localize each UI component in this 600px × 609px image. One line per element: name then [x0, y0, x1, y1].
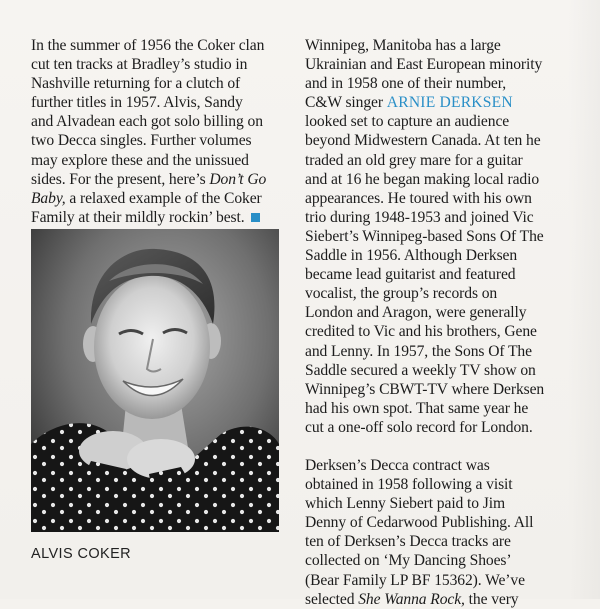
right-line-27: collected on ‘My Dancing Shoes’	[305, 552, 512, 570]
right-line-28: (Bear Family LP BF 15362). We’ve	[305, 571, 525, 589]
right-line-22: Derksen’s Decca contract was	[305, 456, 490, 474]
right-line-5: looked set to capture an audience	[305, 113, 510, 131]
right-line-6: beyond Midwestern Canada. At ten he	[305, 132, 541, 150]
photo-caption: ALVIS COKER	[31, 546, 132, 562]
right-line-9: appearances. He toured with his own	[305, 189, 532, 207]
paragraph-gap	[305, 437, 567, 456]
right-line-7: traded an old grey mare for a guitar	[305, 151, 523, 169]
right-line-18: Saddle secured a weekly TV show on	[305, 361, 536, 379]
left-line-4: further titles in 1957. Alvis, Sandy	[31, 94, 243, 112]
right-line-19: Winnipeg’s CBWT-TV where Derksen	[305, 380, 545, 398]
right-line-1: Winnipeg, Manitoba has a large	[305, 37, 501, 54]
right-line-10: trio during 1948-1953 and joined Vic	[305, 208, 534, 226]
right-line-17: and Lenny. In 1957, the Sons Of The	[305, 342, 532, 360]
right-line-21: cut a one-off solo record for London.	[305, 418, 533, 436]
left-line-9	[31, 189, 283, 208]
right-line-14: vocalist, the group’s records on	[305, 285, 498, 303]
artist-name-highlight: ARNIE DERKSEN	[386, 94, 513, 112]
song-title-she-wanna-rock: She Wanna Rock,	[358, 590, 465, 608]
right-line-4-text: C&W singer	[305, 94, 387, 112]
left-line-9-text: a relaxed example of the Coker	[65, 189, 262, 207]
alvis-coker-photo	[31, 229, 279, 532]
song-title-dont-go: Don’t Go	[209, 170, 267, 188]
right-line-3: and in 1958 one of their number,	[305, 75, 507, 93]
left-line-2: cut ten tracks at Bradley’s studio in	[31, 56, 248, 74]
left-line-7: may explore these and the unissued	[31, 151, 249, 169]
right-line-26: ten of Derksen’s Decca tracks are	[305, 533, 511, 551]
end-mark-icon	[251, 213, 260, 222]
left-line-6: two Decca singles. Further volumes	[31, 132, 252, 150]
right-text-column	[305, 36, 567, 609]
right-line-8: and at 16 he began making local radio	[305, 170, 540, 188]
right-line-29-text: selected	[305, 590, 359, 608]
left-text-column	[31, 36, 283, 227]
left-line-8-text: sides. For the present, here’s	[31, 170, 206, 188]
right-line-25: Denny of Cedarwood Publishing. All	[305, 514, 534, 532]
right-line-24: which Lenny Siebert paid to Jim	[305, 495, 506, 513]
left-line-10-text: Family at their mildly rockin’ best.	[31, 208, 245, 226]
right-line-11: Siebert’s Winnipeg-based Sons Of The	[305, 227, 544, 245]
right-line-13: became lead guitarist and featured	[305, 266, 516, 284]
right-line-16: credited to Vic and his brothers, Gene	[305, 323, 537, 341]
right-line-12: Saddle in 1956. Although Derksen	[305, 247, 518, 265]
right-line-20: had his own spot. That same year he	[305, 399, 529, 417]
right-line-29-rest: the very	[464, 590, 519, 608]
left-line-1: In the summer of 1956 the Coker clan	[31, 37, 265, 54]
right-line-2: Ukrainian and East European minority	[305, 56, 543, 74]
right-line-29	[305, 590, 567, 609]
portrait-illustration	[31, 229, 279, 532]
left-line-3: Nashville returning for a clutch of	[31, 75, 241, 93]
right-line-23: obtained in 1958 following a visit	[305, 476, 513, 494]
song-title-baby: Baby,	[31, 189, 66, 207]
left-line-5: and Alvadean each got solo billing on	[31, 113, 263, 131]
page-edge-shade	[568, 0, 600, 599]
right-line-15: London and Aragon, were generally	[305, 304, 527, 322]
right-line-4	[305, 93, 567, 112]
left-line-10	[31, 208, 283, 227]
left-line-8	[31, 170, 283, 189]
